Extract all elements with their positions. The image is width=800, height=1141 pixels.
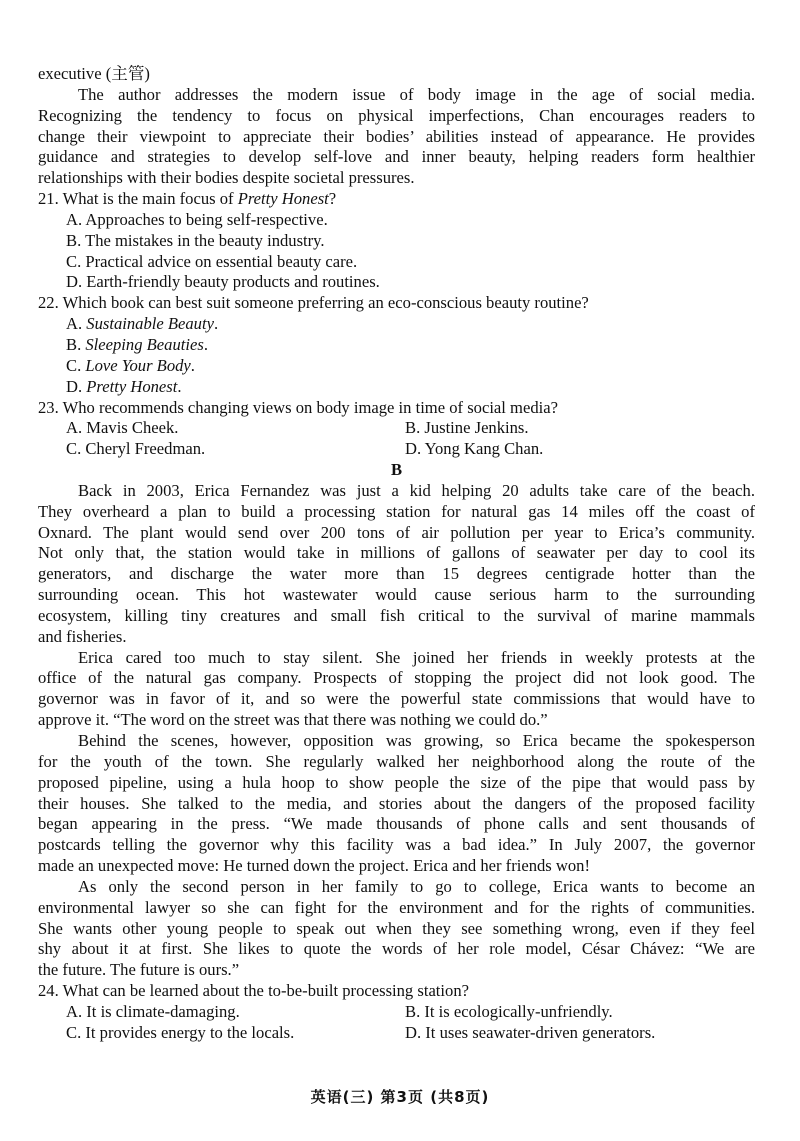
- dot: .: [213, 314, 219, 334]
- text-line: surrounding ocean. This hot wastewater would cause serious harm to the surrounding: [38, 585, 755, 605]
- option-letter: D.: [66, 376, 87, 396]
- text-line: governor was in favor of it, and so were the powerful state commissions that would have to: [38, 689, 755, 709]
- text-line: She wants other young people to speak out when they see something wrong, even if they feel: [38, 918, 755, 938]
- dot: .: [203, 334, 208, 354]
- question-21: [38, 189, 755, 293]
- option-c: C. Practical advice on essential beauty care.: [66, 251, 358, 271]
- passage-b-paragraph: [38, 731, 755, 877]
- text-line: approve it. “The word on the street was that there was nothing we could do.”: [38, 710, 548, 730]
- option-d: [38, 377, 755, 398]
- question-22: [38, 293, 755, 397]
- option-d: D. Earth-friendly beauty products and routines.: [66, 272, 380, 292]
- option-c: C. It provides energy to the locals.: [66, 1022, 295, 1042]
- question-23: [38, 398, 755, 461]
- dot: .: [177, 376, 182, 396]
- text-line: The author addresses the modern issue of body image in the age of social media.: [78, 84, 755, 104]
- option-row: [38, 1023, 755, 1044]
- question-stem: 23. Who recommends changing views on body image in time of social media?: [38, 397, 558, 417]
- text-line: generators, and discharge the water more than 15 degrees centigrade hotter than the: [38, 564, 755, 584]
- text-line: guidance and strategies to develop self-love and inner beauty, helping readers form healthier: [38, 147, 755, 167]
- option-a: A. Mavis Cheek.: [66, 418, 179, 438]
- option-a: A. It is climate-damaging.: [66, 1001, 240, 1021]
- text-line: Recognizing the tendency to focus on physical imperfections, Chan encourages readers to: [38, 105, 755, 125]
- passage-a-paragraph: [38, 85, 755, 189]
- text-line: postcards telling the governor why this facility was a bad idea.” In July 2007, the governor: [38, 835, 755, 855]
- book-title: Sleeping Beauties: [85, 334, 204, 354]
- option-b: [38, 335, 755, 356]
- question-24: [38, 981, 755, 1044]
- text-line: shy about it at first. She likes to quote the words of her role model, César Chávez: “We are: [38, 939, 755, 959]
- option-b: B. It is ecologically-unfriendly.: [405, 1001, 613, 1021]
- option-letter: B.: [66, 334, 86, 354]
- text-line: As only the second person in her family to go to college, Erica wants to become an: [78, 876, 755, 896]
- option-d: D. It uses seawater-driven generators.: [405, 1022, 656, 1042]
- text-line: relationships with their bodies despite societal pressures.: [38, 168, 415, 188]
- option-c: C. Cheryl Freedman.: [66, 439, 206, 459]
- text-line: Back in 2003, Erica Fernandez was just a kid helping 20 adults take care of the beach.: [78, 480, 755, 500]
- text-line: Oxnard. The plant would send over 200 tons of air pollution per year to Erica’s community.: [38, 522, 755, 542]
- stem-text: ?: [328, 189, 337, 209]
- text-line: began appearing in the press. “We made thousands of phone calls and sent thousands of: [38, 814, 755, 834]
- text-line: and fisheries.: [38, 626, 127, 646]
- option-a: [38, 314, 755, 335]
- text-line: made an unexpected move: He turned down the project. Erica and her friends won!: [38, 856, 590, 876]
- passage-b-paragraph: [38, 648, 755, 731]
- text-line: ecosystem, killing tiny creatures and small fish critical to the survival of marine mammals: [38, 605, 755, 625]
- option-d: D. Yong Kang Chan.: [405, 439, 544, 459]
- option-row: [38, 439, 755, 460]
- option-b: B. The mistakes in the beauty industry.: [66, 230, 325, 250]
- text-line: change their viewpoint to appreciate their bodies’ abilities instead of appearance. He provides: [38, 126, 755, 146]
- text-line: for the youth of the town. She regularly walked her neighborhood along the route of the: [38, 751, 755, 771]
- option-a: A. Approaches to being self-respective.: [66, 209, 328, 229]
- book-title: Love Your Body: [85, 355, 191, 375]
- option-c: [38, 356, 755, 377]
- book-title: Sustainable Beauty: [86, 314, 214, 334]
- text-line: their houses. She talked to the media, and stories about the dangers of the proposed facility: [38, 793, 755, 813]
- passage-b: [38, 481, 755, 981]
- stem-text: 21. What is the main focus of: [38, 189, 238, 209]
- option-letter: C.: [66, 355, 86, 375]
- option-letter: A.: [66, 314, 87, 334]
- dot: .: [190, 355, 195, 375]
- option-b: B. Justine Jenkins.: [405, 418, 529, 438]
- text-line: office of the natural gas company. Prospects of stopping the project did not look good. The: [38, 668, 755, 688]
- question-stem: 22. Which book can best suit someone preferring an eco-conscious beauty routine?: [38, 293, 589, 313]
- text-line: proposed pipeline, using a hula hoop to show people the size of the pipe that would pass by: [38, 772, 755, 792]
- passage-b-paragraph: [38, 481, 755, 648]
- question-stem: 24. What can be learned about the to-be-built processing station?: [38, 981, 469, 1001]
- section-heading: B: [390, 460, 403, 480]
- text-line: environmental lawyer so she can fight for the environment and for the rights of communities.: [38, 897, 755, 917]
- text-line: executive (主管): [38, 64, 150, 83]
- question-stem: [38, 189, 755, 210]
- exam-page: [38, 64, 755, 1044]
- text-line: Not only that, the station would take in millions of gallons of seawater per day to cool its: [38, 543, 755, 563]
- text-line: Behind the scenes, however, opposition was growing, so Erica became the spokesperson: [78, 731, 755, 750]
- text-line: the future. The future is ours.”: [38, 960, 240, 980]
- page-footer: 英语(三) 第3页 (共8页): [310, 1088, 490, 1106]
- book-title: Pretty Honest: [86, 376, 178, 396]
- passage-b-paragraph: [38, 877, 755, 981]
- option-row: [38, 1002, 755, 1023]
- option-row: [38, 418, 755, 439]
- book-title: Pretty Honest: [237, 189, 329, 209]
- text-line: Erica cared too much to stay silent. She joined her friends in weekly protests at the: [78, 647, 755, 667]
- text-line: They overheard a plan to build a processing station for natural gas 14 miles off the coast of: [38, 501, 755, 521]
